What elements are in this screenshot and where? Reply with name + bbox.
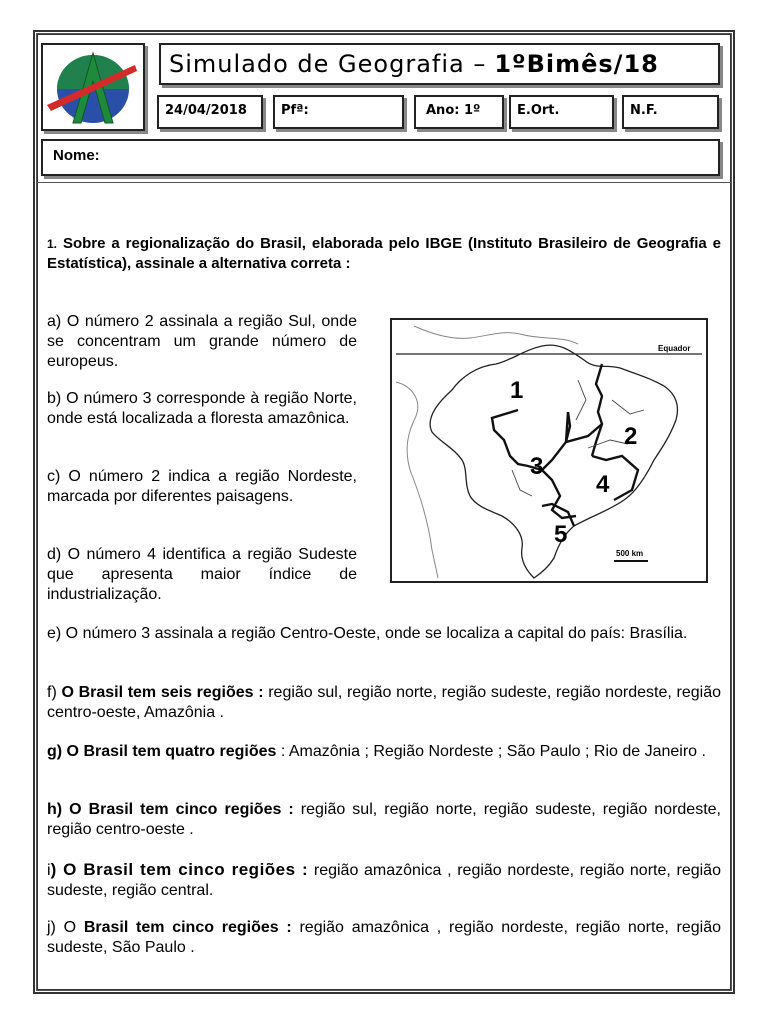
option-f-text: região sul, região norte, região sudeste, região nordeste, região centro-oeste, Amazônia . — [47, 684, 721, 721]
option-d[interactable]: d) O número 4 identifica a região Sudeste que apresenta maior índice de industrialização. — [47, 546, 357, 603]
date-field: 24/04/2018 — [157, 95, 263, 129]
name-label: Nome: — [53, 147, 100, 164]
question-1 — [47, 234, 721, 274]
brazil-regions-map — [390, 318, 708, 583]
eort-field[interactable]: E.Ort. — [509, 95, 614, 129]
exam-title — [159, 43, 720, 85]
option-j-text: região amazônica , região nordeste, região norte, região sudeste, São Paulo . — [47, 919, 722, 956]
header-divider — [36, 182, 732, 183]
option-f-bold: O Brasil tem seis regiões : — [61, 684, 264, 701]
school-logo — [41, 43, 145, 131]
option-g[interactable] — [47, 742, 721, 762]
equator-label: Equador — [658, 344, 691, 353]
option-j-prefix: j) O — [47, 919, 84, 936]
option-f-prefix: f) — [47, 684, 62, 701]
region-number-5: 5 — [554, 521, 568, 548]
option-h[interactable] — [47, 800, 721, 840]
option-i-prefix: i — [47, 862, 51, 879]
title-text: Simulado de Geografia – — [169, 50, 487, 78]
option-j[interactable] — [47, 918, 721, 958]
option-i[interactable] — [47, 860, 721, 901]
option-e[interactable]: e) O número 3 assinala a região Centro-Oeste, onde se localiza a capital do país: Brasília. — [47, 625, 688, 642]
option-h-text: região sul, região norte, região sudeste, região nordeste, região centro-oeste . — [47, 801, 721, 838]
scale-label: 500 km — [616, 549, 644, 558]
centro-oeste-east-border — [542, 470, 576, 518]
year-field: Ano: 1º — [414, 95, 504, 129]
option-i-bold: ) O Brasil tem cinco regiões : — [50, 860, 309, 879]
north-border-line — [414, 326, 578, 344]
title-subtitle: 1ºBimês/18 — [494, 50, 659, 78]
region-number-3: 3 — [530, 453, 544, 480]
question-number: 1. — [47, 237, 58, 251]
option-i-text: região amazônica , região nordeste, região norte, região sudeste, região central. — [47, 862, 721, 899]
option-f[interactable] — [47, 683, 721, 723]
question-text: Sobre a regionalização do Brasil, elaborada pelo IBGE (Instituto Brasileiro de Geografia e Estatística), assinale a alternativa correta : — [47, 235, 721, 272]
teacher-field[interactable]: Pfª: — [273, 95, 404, 129]
region-number-4: 4 — [596, 471, 610, 498]
option-g-bold: g) O Brasil tem quatro regiões — [47, 743, 277, 760]
option-j-bold: Brasil tem cinco regiões : — [83, 919, 292, 936]
option-g-text: : Amazônia ; Região Nordeste ; São Paulo ; Rio de Janeiro . — [276, 743, 706, 760]
option-b[interactable]: b) O número 3 corresponde à região Norte, onde está localizada a floresta amazônica. — [47, 390, 357, 427]
region-number-1: 1 — [510, 377, 524, 404]
option-h-bold: h) O Brasil tem cinco regiões : — [47, 801, 294, 818]
region-number-2: 2 — [624, 423, 638, 450]
option-a[interactable]: a) O número 2 assinala a região Sul, onde se concentram um grande número de europeus. — [47, 313, 357, 370]
map-svg — [392, 320, 706, 581]
name-field[interactable] — [41, 139, 720, 176]
option-c[interactable]: c) O número 2 indica a região Nordeste, marcada por diferentes paisagens. — [47, 468, 357, 505]
nordeste-west-border — [592, 364, 602, 456]
logo-graphic — [43, 45, 143, 129]
west-coast-line — [396, 382, 438, 578]
nf-field[interactable]: N.F. — [622, 95, 719, 129]
